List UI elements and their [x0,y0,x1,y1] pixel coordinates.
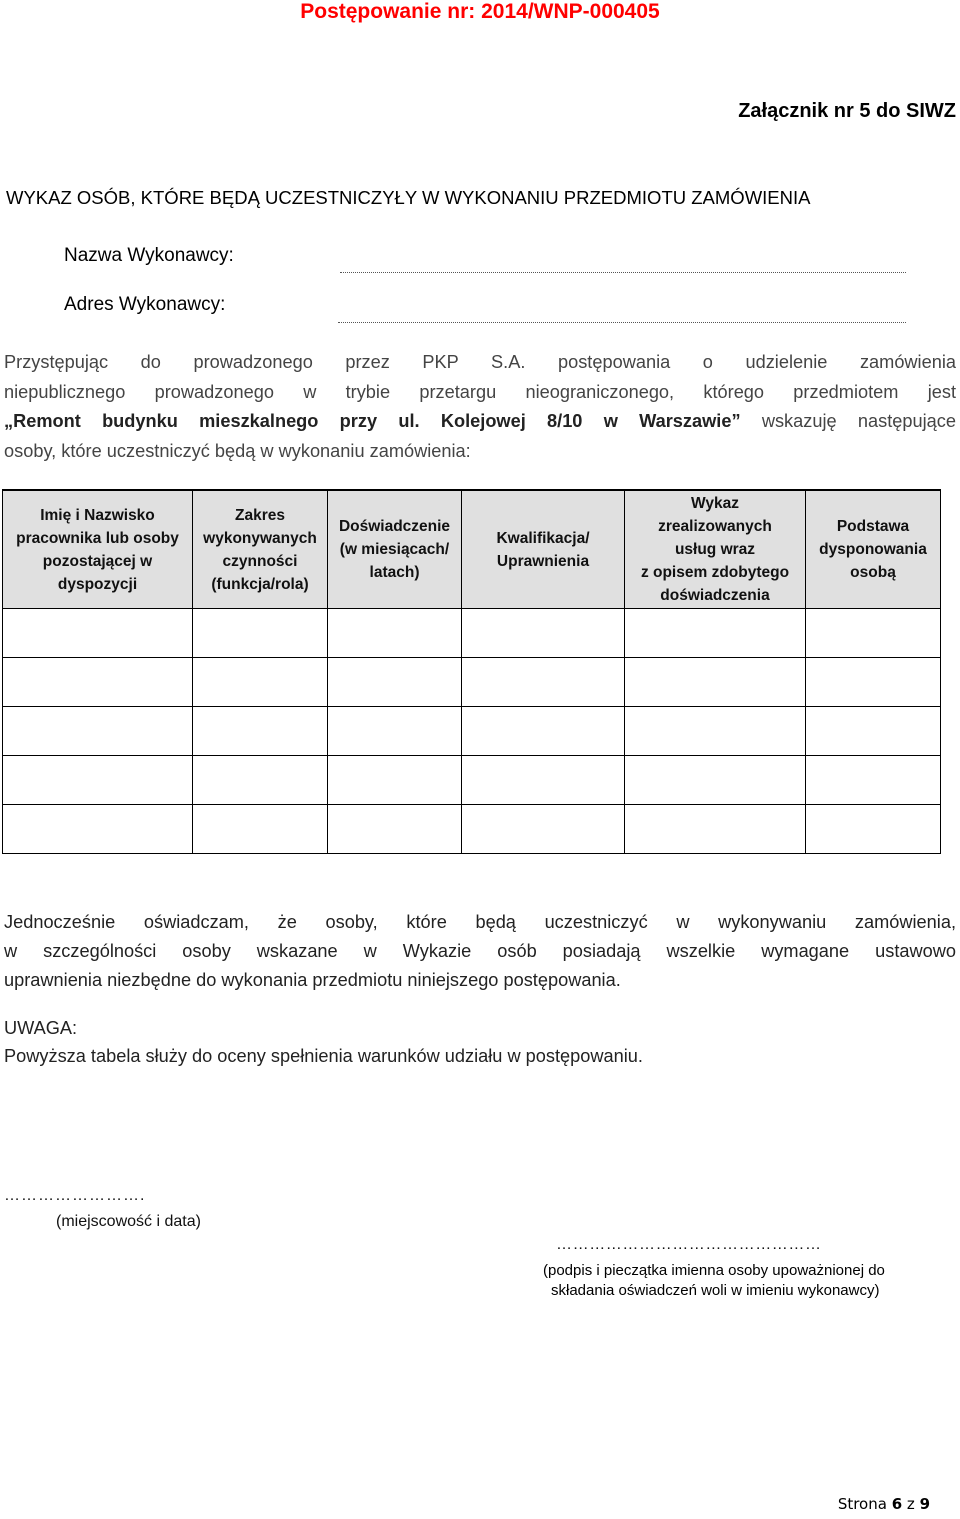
declaration-line-3: uprawnienia niezbędne do wykonania przedmiotu niniejszego postępowania. [4,970,621,990]
table-header-text: Podstawa [836,518,910,535]
table-cell[interactable] [625,707,806,756]
table-cell[interactable] [3,609,193,658]
table-cell[interactable] [328,609,462,658]
table-cell[interactable] [3,658,193,707]
page-total: 9 [919,1495,930,1513]
table-header-text: latach) [369,564,420,581]
table-header-text: doświadczenia [660,587,770,604]
signature-label-line-2: składania oświadczeń woli w imieniu wykonawcy) [551,1282,880,1299]
table-cell[interactable] [806,707,941,756]
intro-line-1: Przystępując do prowadzonego przez PKP S.A. postępowania o udzielenie zamówienia [4,352,956,372]
page-prefix: Strona [837,1495,892,1513]
document-title: WYKAZ OSÓB, KTÓRE BĘDĄ UCZESTNICZYŁY W WYKONANIU PRZEDMIOTU ZAMÓWIENIA [6,187,811,208]
table-cell[interactable] [462,609,625,658]
annex-label: Załącznik nr 5 do SIWZ [738,100,956,122]
signature-label-line-1: (podpis i pieczątka imienna osoby upoważnionej do [543,1262,885,1279]
intro-line-2: niepublicznego prowadzonego w trybie przetargu nieograniczonego, którego przedmiotem jest [4,381,956,402]
table-cell[interactable] [462,805,625,854]
table-cell[interactable] [462,707,625,756]
declaration-line-2: w szczególności osoby wskazane w Wykazie osób posiadają wszelkie wymagane ustawowo [4,941,956,961]
page-sep: z [902,1495,920,1513]
table-cell[interactable] [3,805,193,854]
table-row [3,707,941,756]
table-header-text: wykonywanych [203,529,317,547]
table-cell[interactable] [462,756,625,805]
table-header-text: Doświadczenie [338,518,451,535]
table-header-text: dyspozycji [57,575,138,593]
table-cell[interactable] [328,658,462,707]
table-body [3,609,941,854]
table-header-text: Imię i Nazwisko [40,506,155,524]
note-text: Powyższa tabela służy do oceny spełnienia warunków udziału w postępowaniu. [4,1046,643,1066]
table-header-cell [193,490,328,609]
intro-paragraph [4,348,956,466]
table-row [3,756,941,805]
table-header-text: Uprawnienia [496,552,590,570]
contractor-address-label: Adres Wykonawcy: [64,294,226,315]
table-cell[interactable] [193,756,328,805]
table-cell[interactable] [806,658,941,707]
table-header-text: zrealizowanych [658,518,772,535]
contract-subject: „Remont budynku mieszkalnego przy ul. Kolejowej 8/10 w Warszawie” [4,411,741,431]
table-row [3,658,941,707]
table-header-cell [625,490,806,609]
table-header-text: pozostającej w [42,552,153,570]
table-header-text: Zakres [235,506,285,524]
table-cell[interactable] [193,707,328,756]
contractor-name-label: Nazwa Wykonawcy: [64,245,234,266]
table-header-text: z opisem zdobytego [640,564,790,581]
table-cell[interactable] [462,658,625,707]
page-current: 6 [891,1495,903,1513]
table-cell[interactable] [328,805,462,854]
table-header-text: Kwalifikacja/ [496,529,590,547]
table-header-text: (funkcja/rola) [211,575,309,593]
table-header-cell [806,490,941,609]
table-header-text: czynności [222,552,298,570]
declaration-line-1: Jednocześnie oświadczam, że osoby, które będą uczestniczyć w wykonywaniu zamówienia, [4,912,956,932]
table-cell[interactable] [625,609,806,658]
intro-line-3 [4,407,956,437]
place-date-label: (miejscowość i data) [56,1213,201,1230]
place-date-dots[interactable]: ……………………. [4,1187,146,1204]
table-cell[interactable] [806,756,941,805]
note-label: UWAGA: [4,1018,78,1038]
table-cell[interactable] [193,609,328,658]
table-header-text: usług wraz [674,541,756,558]
table-row [3,609,941,658]
table-cell[interactable] [625,756,806,805]
table-header-row [3,490,941,609]
table-row [3,805,941,854]
table-cell[interactable] [806,609,941,658]
table-cell[interactable] [3,707,193,756]
table-cell[interactable] [328,707,462,756]
intro-line-3-rest: wskazuję następujące [740,411,956,431]
table-header-text: pracownika lub osoby [16,529,179,547]
table-header-text: Wykaz [691,495,739,512]
signature-dots[interactable]: ………………………………………… [556,1236,822,1253]
table-header-cell [328,490,462,609]
contractor-address-field[interactable] [338,322,906,323]
table-cell[interactable] [193,805,328,854]
table-cell[interactable] [625,805,806,854]
table-header-text: dysponowania [819,541,927,558]
table-header-cell [462,490,625,609]
table-header-text: osobą [850,564,896,581]
contractor-name-field[interactable] [340,272,906,273]
declaration-paragraph [4,908,956,995]
table-header-text: (w miesiącach/ [339,541,450,558]
page-number [838,1495,930,1513]
persons-table [2,489,941,854]
intro-line-4: osoby, które uczestniczyć będą w wykonaniu zamówienia: [4,440,471,461]
table-cell[interactable] [3,756,193,805]
table-cell[interactable] [193,658,328,707]
table-cell[interactable] [806,805,941,854]
table-cell[interactable] [328,756,462,805]
proceeding-number: Postępowanie nr: 2014/WNP-000405 [300,0,660,23]
table-header-cell [3,490,193,609]
table-cell[interactable] [625,658,806,707]
